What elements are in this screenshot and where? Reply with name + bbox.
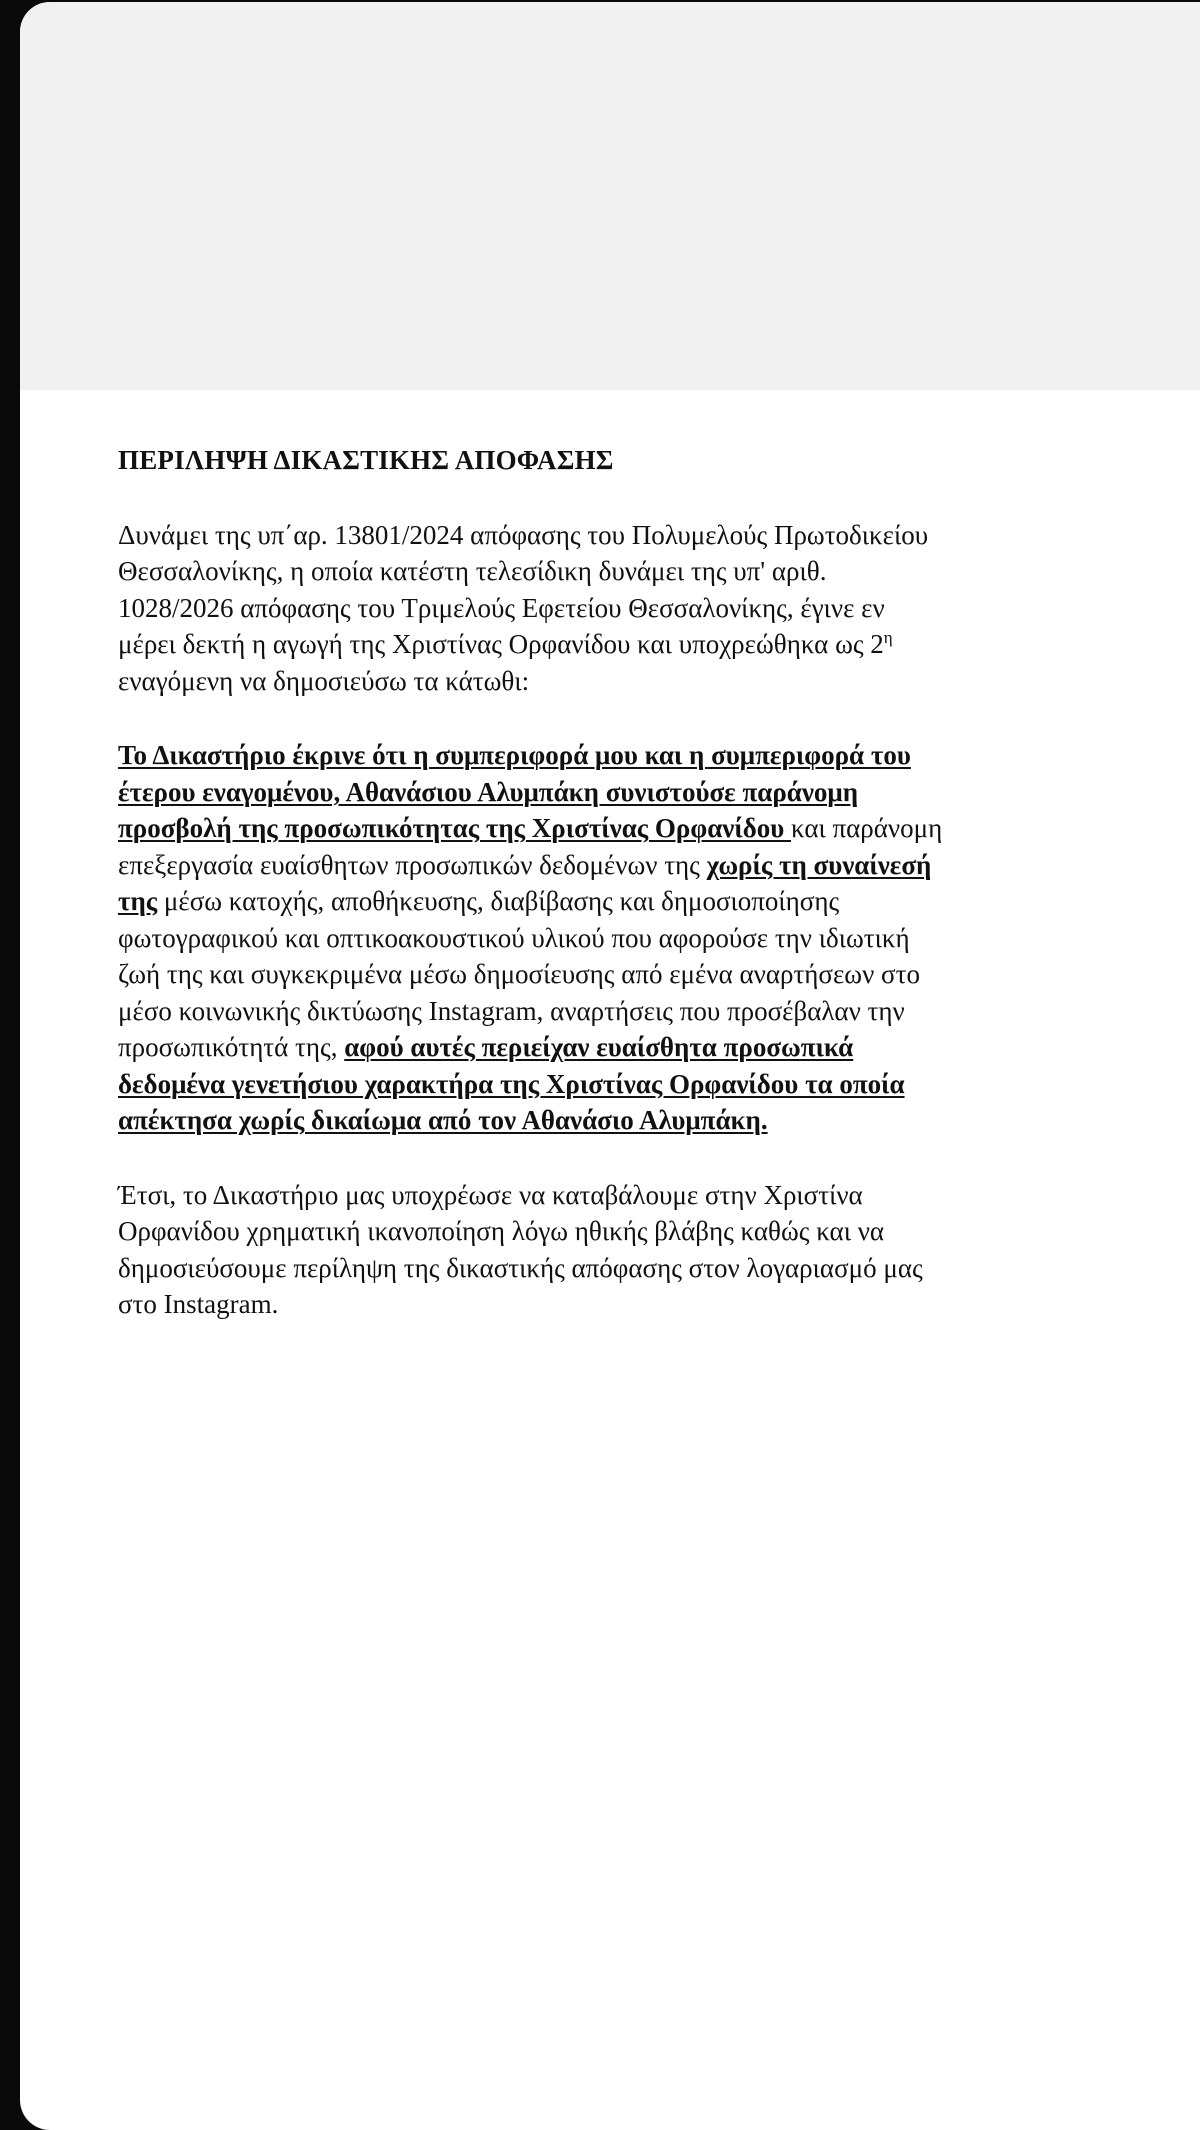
emphasized-line: απέκτησα χωρίς δικαίωμα από τον Αθανάσιο Αλυμπάκη. [118,1105,768,1135]
ordinal-superscript: η [883,628,893,647]
text-line [118,883,1118,920]
text-line: μέσο κοινωνικής δικτύωσης Instagram, αναρτήσεις που προσέβαλαν την [118,995,905,1026]
text-line: στο Instagram. [118,1289,279,1319]
text-line: δημοσιεύσουμε περίληψη της δικαστικής απόφασης στον λογαριασμό μας [118,1252,923,1283]
text-segment: επεξεργασία ευαίσθητων προσωπικών δεδομένων της [118,849,707,880]
paragraph-outcome [118,1177,1118,1323]
text-line: Έτσι, το Δικαστήριο μας υποχρέωσε να καταβάλουμε στην Χριστίνα [118,1179,863,1210]
text-line [118,1029,1118,1066]
blank-header-area [20,2,1200,390]
text-segment: μέρει δεκτή η αγωγή της Χριστίνας Ορφανίδου και υποχρεώθηκα ως 2 [118,629,884,659]
paragraph-intro [118,517,1118,700]
screenshot-frame [20,2,1200,2130]
emphasized-segment: αφού αυτές περιείχαν ευαίσθητα προσωπικά [344,1032,854,1062]
court-decision-summary [118,442,1118,1361]
text-line: Δυνάμει της υπ΄αρ. 13801/2024 απόφασης του Πολυμελούς Πρωτοδικείου [118,519,929,550]
text-line [118,847,1118,884]
text-segment: και παράνομη [790,813,943,843]
text-line: εναγόμενη να δημοσιεύσω τα κάτωθι: [118,665,530,696]
text-line: φωτογραφικού και οπτικοακουστικού υλικού που αφορούσε την ιδιωτική [118,922,910,953]
emphasized-line: έτερου εναγομένου, Αθανάσιου Αλυμπάκη συνιστούσε παράνομη [118,776,859,807]
text-line: Θεσσαλονίκης, η οποία κατέστη τελεσίδικη δυνάμει της υπ' αριθ. [118,556,827,586]
text-line [118,626,1118,663]
emphasized-segment: προσβολή της προσωπικότητας της Χριστίνας Ορφανίδου [118,813,791,843]
text-segment: μέσω κατοχής, αποθήκευσης, διαβίβασης και δημοσιοποίησης [157,886,840,916]
text-line: Ορφανίδου χρηματική ικανοποίηση λόγω ηθικής βλάβης καθώς και να [118,1216,885,1246]
text-line: 1028/2026 απόφασης του Τριμελούς Εφετείου Θεσσαλονίκης, έγινε εν [118,592,885,623]
text-segment: προσωπικότητά της, [118,1032,345,1062]
text-line [118,810,1118,847]
emphasized-line: Το Δικαστήριο έκρινε ότι η συμπεριφορά μου και η συμπεριφορά του [118,740,911,770]
paragraph-ruling [118,737,1118,1139]
document-title: ΠΕΡΙΛΗΨΗ ΔΙΚΑΣΤΙΚΗΣ ΑΠΟΦΑΣΗΣ [118,445,614,475]
emphasized-line: δεδομένα γενετήσιου χαρακτήρα της Χριστίνας Ορφανίδου τα οποία [118,1068,905,1099]
emphasized-segment: της [118,886,158,916]
emphasized-segment: χωρίς τη συναίνεσή [706,849,932,880]
text-line: ζωή της και συγκεκριμένα μέσω δημοσίευσης από εμένα αναρτήσεων στο [118,959,920,989]
